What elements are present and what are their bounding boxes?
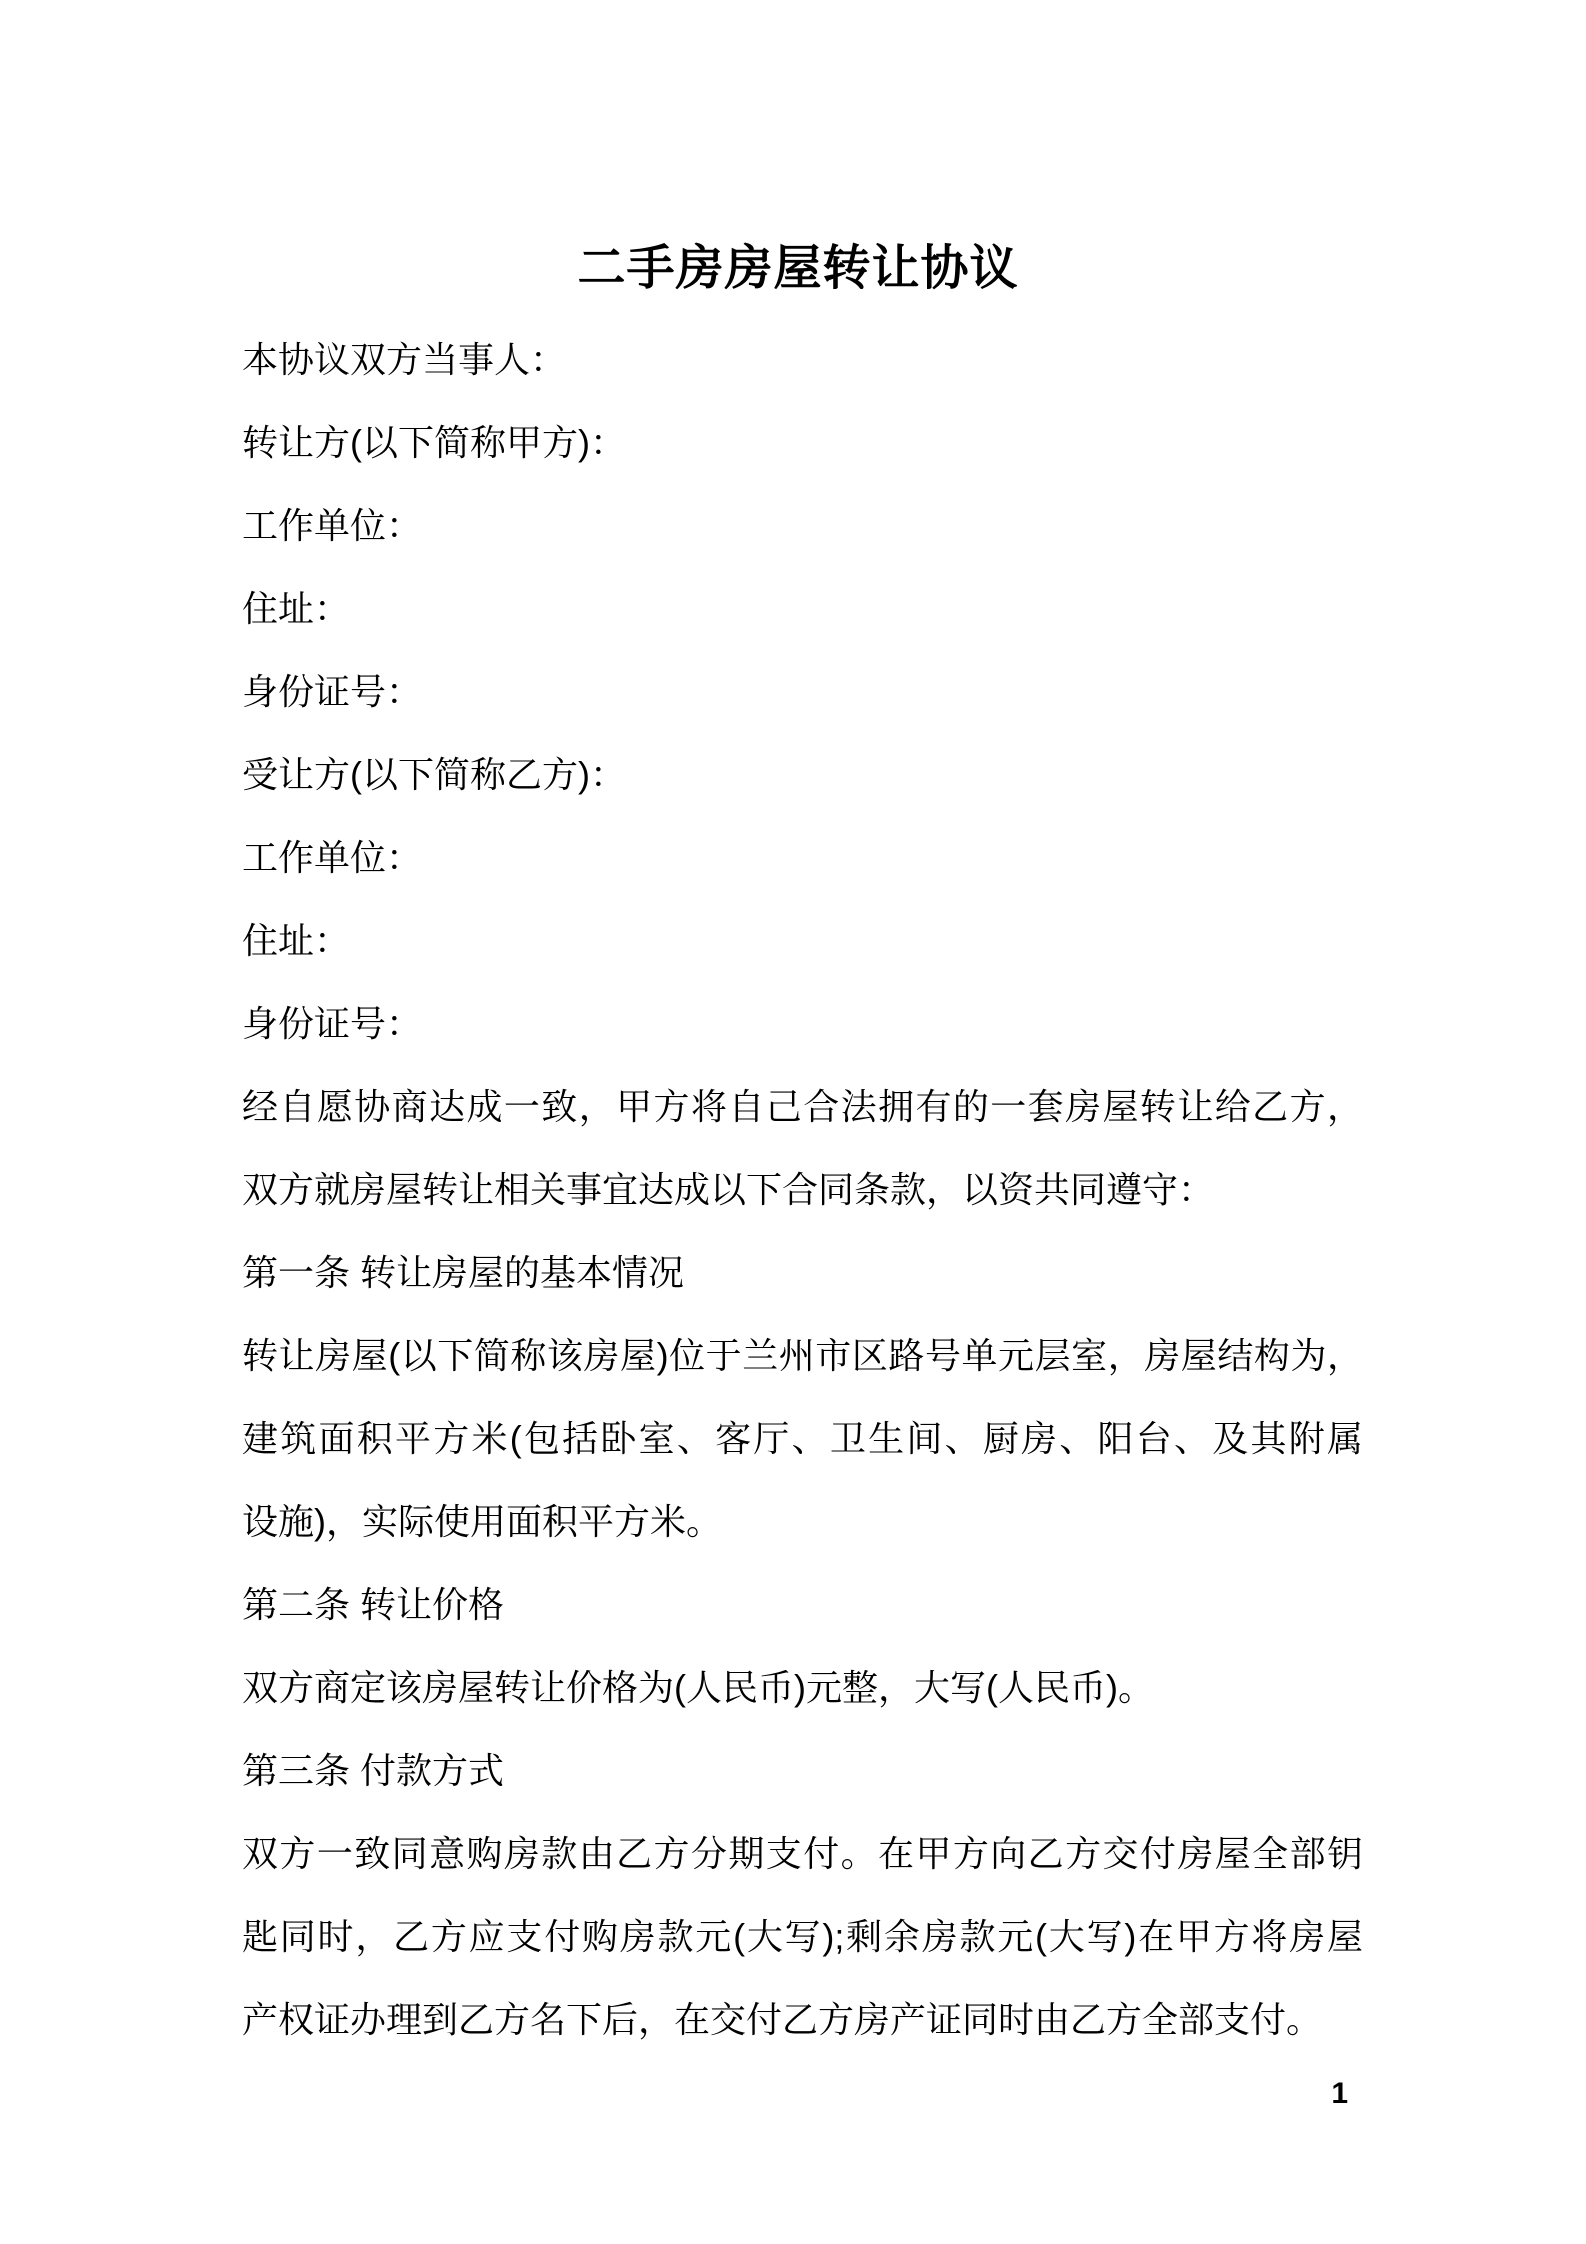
line-article-1-text-3: 设施)，实际使用面积平方米。 — [242, 1501, 722, 1542]
line-article-3-heading: 第三条 付款方式 — [242, 1750, 505, 1791]
document-title: 二手房房屋转让协议 — [577, 242, 1019, 296]
document-body — [242, 318, 1363, 2061]
line-article-2-heading: 第二条 转让价格 — [242, 1584, 505, 1625]
line-article-1-heading: 第一条 转让房屋的基本情况 — [242, 1252, 685, 1293]
line-address-a: 住址： — [242, 588, 351, 629]
line-article-1-text-1: 转让房屋(以下简称该房屋)位于兰州市区路号单元层室，房屋结构为， — [242, 1335, 1363, 1376]
line-employer-b: 工作单位： — [242, 837, 423, 878]
line-transferor-label: 转让方(以下简称甲方)： — [242, 422, 626, 463]
line-article-2-text: 双方商定该房屋转让价格为(人民币)元整，大写(人民币)。 — [242, 1667, 1154, 1708]
line-preamble-2: 双方就房屋转让相关事宜达成以下合同条款，以资共同遵守： — [242, 1169, 1215, 1210]
line-parties-intro: 本协议双方当事人： — [242, 339, 567, 380]
line-article-3-text-2: 匙同时，乙方应支付购房款元(大写);剩余房款元(大写)在甲方将房屋 — [242, 1916, 1363, 1957]
page-number: 1 — [1331, 2077, 1348, 2110]
line-article-3-text-3: 产权证办理到乙方名下后，在交付乙方房产证同时由乙方全部支付。 — [242, 1999, 1323, 2040]
line-transferee-label: 受让方(以下简称乙方)： — [242, 754, 626, 795]
line-employer-a: 工作单位： — [242, 505, 423, 546]
line-id-number-a: 身份证号： — [242, 671, 423, 712]
line-article-3-text-1: 双方一致同意购房款由乙方分期支付。在甲方向乙方交付房屋全部钥 — [242, 1833, 1363, 1874]
line-preamble-1: 经自愿协商达成一致，甲方将自己合法拥有的一套房屋转让给乙方， — [242, 1086, 1363, 1127]
line-article-1-text-2: 建筑面积平方米(包括卧室、客厅、卫生间、厨房、阳台、及其附属 — [242, 1418, 1363, 1459]
line-address-b: 住址： — [242, 920, 351, 961]
line-id-number-b: 身份证号： — [242, 1003, 423, 1044]
